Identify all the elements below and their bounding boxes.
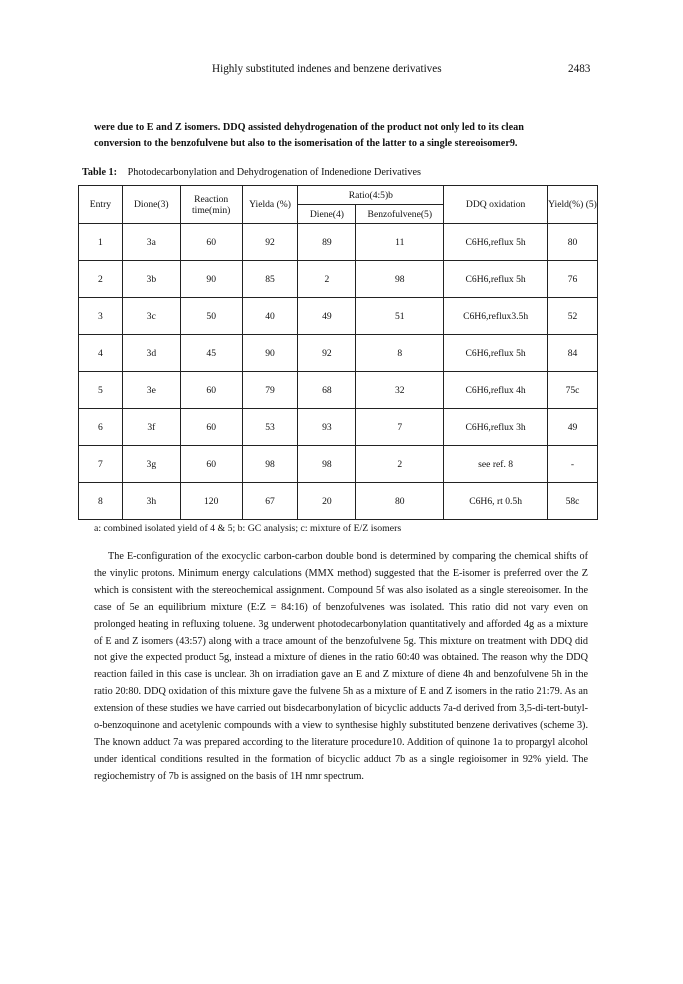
cell-diene: 2: [298, 261, 356, 298]
cell-yield5: 80: [548, 224, 598, 261]
table-row: [79, 446, 598, 483]
body-line: was also isolated as a single stereoisomer. In the case of 5e an equilibrium mixture (E:Z = 84:16) of: [94, 584, 588, 613]
cell-entry: 7: [79, 446, 123, 483]
body-line: view to synthesise highly substituted benzene derivatives (scheme 3). The known adduct 7a was: [94, 720, 588, 748]
header-yield: Yielda (%): [242, 186, 298, 224]
body-line: of bicyclic adducts 7a-d derived from 3,5-di-tert-butyl-o-benzoquinone and acetylenic compounds with a: [94, 703, 589, 732]
cell-yield5: 76: [548, 261, 598, 298]
body-line: E-isomer is preferred over the Z which is consistent with the stereochemical assignment. Compound 5f: [94, 567, 588, 596]
cell-entry: 3: [79, 298, 123, 335]
cell-yield5: 49: [548, 409, 598, 446]
cell-diene: 49: [298, 298, 356, 335]
body-line: along with a trace amount of the benzofulvene 5g. This mixture on treatment with DDQ did not give the: [94, 635, 589, 664]
cell-entry: 5: [79, 372, 123, 409]
header-yield-5: Yield(%) (5): [548, 186, 598, 224]
cell-ddq: C6H6,reflux 4h: [444, 372, 548, 409]
cell-dione: 3f: [122, 409, 180, 446]
body-paragraph: [94, 549, 588, 786]
cell-dione: 3d: [122, 335, 180, 372]
cell-time: 90: [180, 261, 242, 298]
cell-yield5: -: [548, 446, 598, 483]
cell-ddq: C6H6,reflux 5h: [444, 335, 548, 372]
cell-ddq: C6H6,reflux 5h: [444, 261, 548, 298]
cell-yield5: 58c: [548, 483, 598, 520]
header-benzofulvene: Benzofulvene(5): [356, 205, 444, 224]
cell-dione: 3h: [122, 483, 180, 520]
body-line: The E-configuration of the exocyclic carbon-carbon double bond is determined by comparing the: [108, 551, 512, 562]
body-line: benzofulvenes was isolated. This ratio did not vary even on prolonged heating in refluxing toluene. 3g: [94, 601, 589, 630]
cell-time: 60: [180, 224, 242, 261]
cell-diene: 89: [298, 224, 356, 261]
cell-yield: 98: [242, 446, 298, 483]
cell-entry: 8: [79, 483, 123, 520]
cell-yield: 79: [242, 372, 298, 409]
cell-time: 50: [180, 298, 242, 335]
cell-benzofulvene: 8: [356, 335, 444, 372]
cell-yield5: 84: [548, 335, 598, 372]
header-ratio: Ratio(4:5)b: [298, 186, 444, 205]
cell-ddq: see ref. 8: [444, 446, 548, 483]
table-row: [79, 335, 598, 372]
cell-ddq: C6H6,reflux 5h: [444, 224, 548, 261]
cell-dione: 3a: [122, 224, 180, 261]
intro-paragraph: [94, 120, 588, 152]
body-line: prepared according to the literature procedure10. Addition of quinone 1a to propargyl alcohol under: [94, 736, 589, 765]
page-number: 2483: [568, 63, 591, 75]
cell-benzofulvene: 2: [356, 446, 444, 483]
table-row: [79, 372, 598, 409]
intro-line: were due to E and Z isomers. DDQ assisted dehydrogenation of the product not only led to its clean: [94, 122, 524, 133]
table-label: Table 1:: [82, 167, 118, 178]
intro-line: conversion to the benzofulvene but also to the isomerisation of the latter to a single stereoisomer9.: [94, 138, 518, 149]
cell-diene: 68: [298, 372, 356, 409]
cell-yield: 85: [242, 261, 298, 298]
table-row: [79, 224, 598, 261]
body-line: and Z isomers in the ratio 21:79. As an extension of these studies we have carried out bisdecarbonylation: [94, 686, 589, 715]
header-diene: Diene(4): [298, 205, 356, 224]
cell-yield5: 52: [548, 298, 598, 335]
cell-time: 120: [180, 483, 242, 520]
cell-benzofulvene: 11: [356, 224, 444, 261]
cell-entry: 4: [79, 335, 123, 372]
table-row: [79, 409, 598, 446]
header-dione: Dione(3): [122, 186, 180, 224]
cell-benzofulvene: 32: [356, 372, 444, 409]
body-line: identical conditions resulted in the formation of bicyclic adduct 7b as a single regioisomer in 92% yield.: [121, 753, 569, 765]
results-table: [78, 185, 598, 520]
body-line: The regiochemistry of 7b is assigned on the basis of 1H nmr spectrum.: [94, 753, 589, 782]
cell-yield: 90: [242, 335, 298, 372]
table-row: [79, 298, 598, 335]
body-line: expected product 5g, instead a mixture of dienes in the ratio 60:40 was obtained. The reason why the: [145, 652, 564, 664]
cell-benzofulvene: 51: [356, 298, 444, 335]
cell-ddq: C6H6,reflux3.5h: [444, 298, 548, 335]
cell-time: 60: [180, 372, 242, 409]
body-text: [94, 549, 588, 786]
header-entry: Entry: [79, 186, 123, 224]
running-title: Highly substituted indenes and benzene derivatives: [212, 63, 442, 75]
cell-ddq: C6H6,reflux 3h: [444, 409, 548, 446]
cell-entry: 2: [79, 261, 123, 298]
cell-yield: 92: [242, 224, 298, 261]
cell-entry: 1: [79, 224, 123, 261]
body-line: chemical shifts of the vinylic protons. Minimum energy calculations (MMX method) suggested that the: [94, 551, 588, 579]
cell-diene: 98: [298, 446, 356, 483]
cell-benzofulvene: 7: [356, 409, 444, 446]
cell-entry: 6: [79, 409, 123, 446]
cell-diene: 20: [298, 483, 356, 520]
header-ddq: DDQ oxidation: [444, 186, 548, 224]
header-reaction-time: Reaction time(min): [180, 186, 242, 224]
cell-yield5: 75c: [548, 372, 598, 409]
body-line: underwent photodecarbonylation quantitatively and afforded 4g as a mixture of E and Z isomers (43:57): [94, 618, 589, 647]
table-title: Photodecarbonylation and Dehydrogenation of Indenedione Derivatives: [127, 167, 421, 178]
cell-time: 60: [180, 409, 242, 446]
table-row: [79, 483, 598, 520]
cell-yield: 67: [242, 483, 298, 520]
cell-benzofulvene: 80: [356, 483, 444, 520]
cell-yield: 53: [242, 409, 298, 446]
table-caption: [82, 167, 421, 178]
table-footnote: a: combined isolated yield of 4 & 5; b: GC analysis; c: mixture of E/Z isomers: [94, 523, 402, 534]
cell-ddq: C6H6, rt 0.5h: [444, 483, 548, 520]
cell-time: 60: [180, 446, 242, 483]
cell-yield: 40: [242, 298, 298, 335]
body-line: benzofulvene 5h in the ratio 20:80. DDQ oxidation of this mixture gave the fulvene 5h as a mixture of E: [94, 669, 588, 698]
cell-dione: 3b: [122, 261, 180, 298]
cell-dione: 3c: [122, 298, 180, 335]
cell-diene: 92: [298, 335, 356, 372]
cell-dione: 3e: [122, 372, 180, 409]
cell-time: 45: [180, 335, 242, 372]
body-line: DDQ reaction failed in this case is unclear. 3h on irradiation gave an E and Z mixture of diene 4h and: [94, 652, 589, 681]
cell-dione: 3g: [122, 446, 180, 483]
table-row: [79, 261, 598, 298]
cell-benzofulvene: 98: [356, 261, 444, 298]
cell-diene: 93: [298, 409, 356, 446]
